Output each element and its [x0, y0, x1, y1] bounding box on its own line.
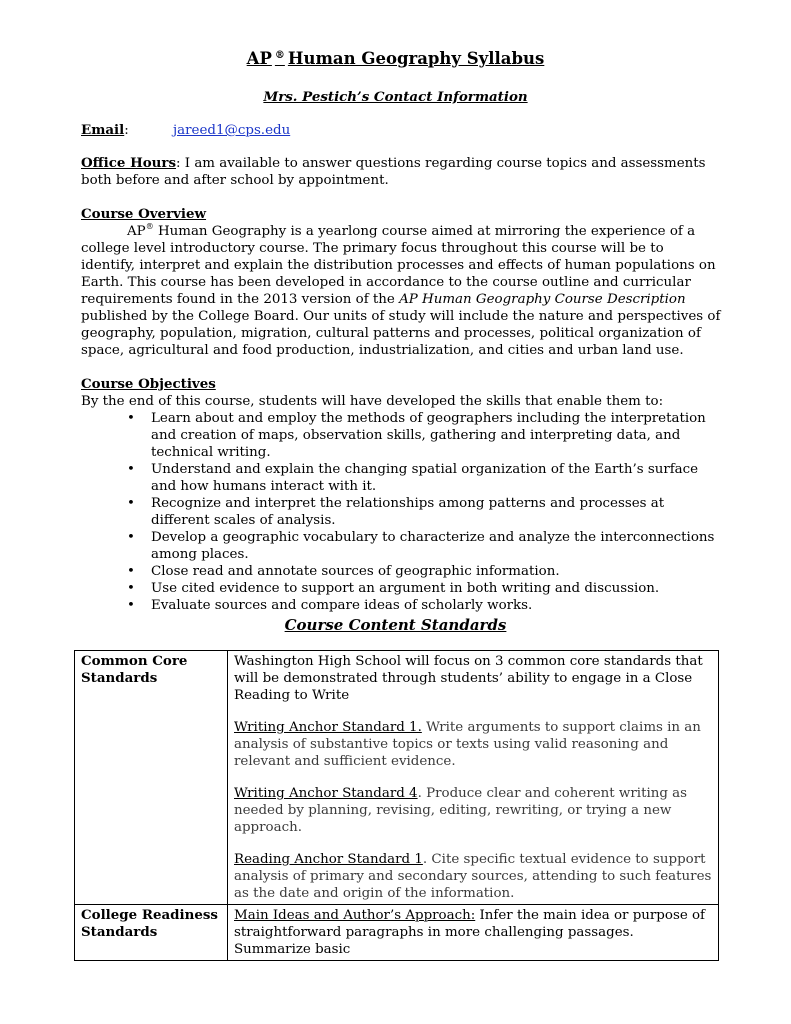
list-item	[81, 563, 721, 580]
title-text: Human Geography Syllabus	[287, 49, 545, 68]
standard-text: Infer the main idea or purpose of straightforward paragraphs in more challenging passages. Summarize basic	[234, 908, 706, 957]
list-item-text: Recognize and interpret the relationships among patterns and processes at different scales of analysis.	[151, 496, 665, 528]
row-content	[228, 651, 719, 905]
main-ideas-standard	[234, 907, 712, 958]
course-content-standards-heading: Course Content Standards	[284, 616, 507, 634]
common-core-intro: Washington High School will focus on 3 common core standards that will be demonstrated through students’ ability to engage in a Close Reading to Write	[234, 654, 703, 703]
registered-mark: ®	[274, 50, 285, 61]
page-title	[0, 50, 791, 67]
table-row	[75, 651, 719, 905]
standard-label: Writing Anchor Standard 4	[234, 786, 418, 801]
list-item	[81, 597, 721, 614]
standard-text: Write arguments to support claims in an analysis of substantive topics or texts using valid reasoning and relevant and sufficient evidence.	[234, 720, 701, 769]
row-content	[228, 905, 719, 961]
bullet-icon: •	[127, 581, 135, 596]
row-label: Common Core Standards	[75, 651, 228, 905]
office-hours-label: Office Hours	[81, 155, 176, 171]
reading-anchor-standard-1	[234, 851, 712, 902]
email-link[interactable]: jareed1@cps.edu	[173, 123, 291, 138]
bullet-icon: •	[127, 530, 135, 545]
writing-anchor-standard-1	[234, 719, 712, 770]
table-row	[75, 905, 719, 961]
standard-text: . Cite specific textual evidence to support analysis of primary and secondary sources, attending to such features as the date and origin of the information.	[234, 852, 712, 901]
title-ap: AP	[246, 49, 272, 68]
course-overview-text	[81, 223, 721, 359]
list-item	[81, 580, 721, 597]
bullet-icon: •	[127, 598, 135, 613]
bullet-icon: •	[127, 496, 135, 511]
email-colon: :	[124, 123, 129, 138]
list-item-text: Close read and annotate sources of geographic information.	[151, 564, 560, 579]
overview-text-b: published by the College Board. Our units of study will include the nature and perspectives of geography, population, migration, cultural patterns and processes, political organization of space, agricultural and food production, industrialization, and cities and urban land use.	[81, 309, 721, 358]
overview-text-a: Human Geography is a yearlong course aimed at mirroring the experience of a college level introductory course. The primary focus throughout this course will be to identify, interpret and explain the distribution processes and effects of human populations on Earth. This course has been developed in accordance to the course outline and curricular requirements found in the 2013 version of the	[81, 224, 716, 307]
standard-label: Main Ideas and Author’s Approach:	[234, 908, 476, 923]
writing-anchor-standard-4	[234, 785, 712, 836]
list-item-text: Learn about and employ the methods of geographers including the interpretation and creation of maps, observation skills, gathering and interpreting data, and technical writing.	[151, 411, 706, 460]
standards-table	[74, 650, 719, 961]
bullet-icon: •	[127, 411, 135, 426]
course-description-title: AP Human Geography Course Description	[399, 292, 686, 307]
course-objectives-heading: Course Objectives	[81, 376, 216, 392]
list-item	[81, 495, 721, 529]
email-label: Email	[81, 122, 125, 138]
office-hours	[81, 155, 721, 189]
course-overview-heading: Course Overview	[81, 206, 207, 222]
standard-label: Reading Anchor Standard 1	[234, 852, 423, 867]
standard-text: . Produce clear and coherent writing as needed by planning, revising, editing, rewriting, or trying a new approach.	[234, 786, 688, 835]
contact-heading: Mrs. Pestich’s Contact Information	[263, 89, 528, 105]
list-item	[81, 461, 721, 495]
list-item-text: Evaluate sources and compare ideas of scholarly works.	[151, 598, 533, 613]
row-label: College Readiness Standards	[75, 905, 228, 961]
office-hours-text: : I am available to answer questions regarding course topics and assessments both before and after school by appointment.	[81, 156, 706, 188]
overview-ap: AP	[127, 224, 146, 239]
list-item	[81, 410, 721, 461]
standard-label: Writing Anchor Standard 1.	[234, 720, 422, 735]
email-row	[81, 122, 291, 139]
bullet-icon: •	[127, 564, 135, 579]
overview-registered-mark: ®	[145, 221, 154, 231]
bullet-icon: •	[127, 462, 135, 477]
list-item	[81, 529, 721, 563]
list-item-text: Understand and explain the changing spatial organization of the Earth’s surface and how humans interact with it.	[151, 462, 699, 494]
course-objectives-intro: By the end of this course, students will have developed the skills that enable them to:	[81, 394, 664, 409]
list-item-text: Develop a geographic vocabulary to characterize and analyze the interconnections among places.	[151, 530, 715, 562]
objectives-list	[81, 410, 721, 614]
list-item-text: Use cited evidence to support an argument in both writing and discussion.	[151, 581, 660, 596]
